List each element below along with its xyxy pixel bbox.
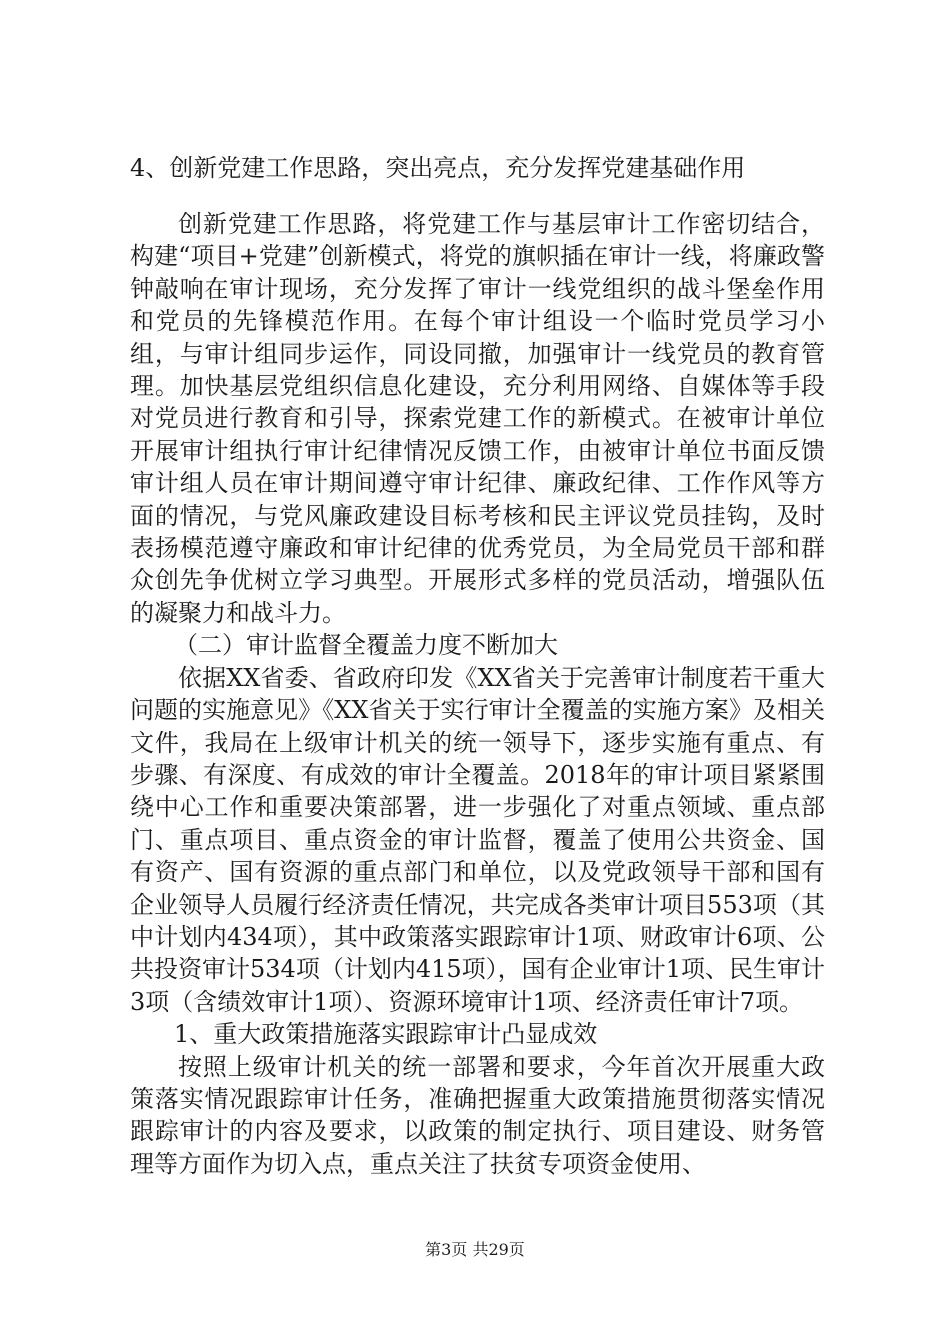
document-body [130, 208, 825, 1180]
page-number-footer: 第3页 共29页 [425, 1240, 525, 1259]
paragraph-party-building: 创新党建工作思路，将党建工作与基层审计工作密切结合，构建“项目+党建”创新模式，将党的旗帜插在审计一线，将廉政警钟敲响在审计现场，充分发挥了审计一线党组织的战斗堡垒作用和党员的先锋模范作用。在每个审计组设一个临时党员学习小组，与审计组同步运作，同设同撤，加强审计一线党员的教育管理。加快基层党组织信息化建设，充分利用网络、自媒体等手段对党员进行教育和引导，探索党建工作的新模式。在被审计单位开展审计组执行审计纪律情况反馈工作，由被审计单位书面反馈审计组人员在审计期间遵守审计纪律、廉政纪律、工作作风等方面的情况，与党风廉政建设目标考核和民主评议党员挂钩，及时表扬模范遵守廉政和审计纪律的优秀党员，为全局党员干部和群众创先争优树立学习典型。开展形式多样的党员活动，增强队伍的凝聚力和战斗力。 [130, 210, 825, 627]
subsection-heading-audit-coverage: （二）审计监督全覆盖力度不断加大 [174, 631, 558, 660]
paragraph-policy-tracking: 按照上级审计机关的统一部署和要求，今年首次开展重大政策落实情况跟踪审计任务，准确把握重大政策措施贯彻落实情况跟踪审计的内容及要求，以政策的制定执行、项目建设、财务管理等方面作为切入点，重点关注了扶贫专项资金使用、 [130, 1052, 825, 1178]
paragraph-audit-coverage: 依据XX省委、省政府印发《XX省关于完善审计制度若干重大问题的实施意见》《XX省关于实行审计全覆盖的实施方案》及相关文件，我局在上级审计机关的统一领导下，逐步实施有重点、有步骤、有深度、有成效的审计全覆盖。2018年的审计项目紧紧围绕中心工作和重要决策部署，进一步强化了对重点领域、重点部门、重点项目、重点资金的审计监督，覆盖了使用公共资金、国有资产、国有资源的重点部门和单位，以及党政领导干部和国有企业领导人员履行经济责任情况，共完成各类审计项目553项（其中计划内434项），其中政策落实跟踪审计1项、财政审计6项、公共投资审计534项（计划内415项），国有企业审计1项、民生审计3项（含绩效审计1项）、资源环境审计1项、经济责任审计7项。 [130, 663, 825, 1016]
subsection-heading-policy-tracking: 1、重大政策措施落实跟踪审计凸显成效 [174, 1020, 598, 1049]
section-heading: 4、创新党建工作思路，突出亮点，充分发挥党建基础作用 [130, 154, 746, 182]
